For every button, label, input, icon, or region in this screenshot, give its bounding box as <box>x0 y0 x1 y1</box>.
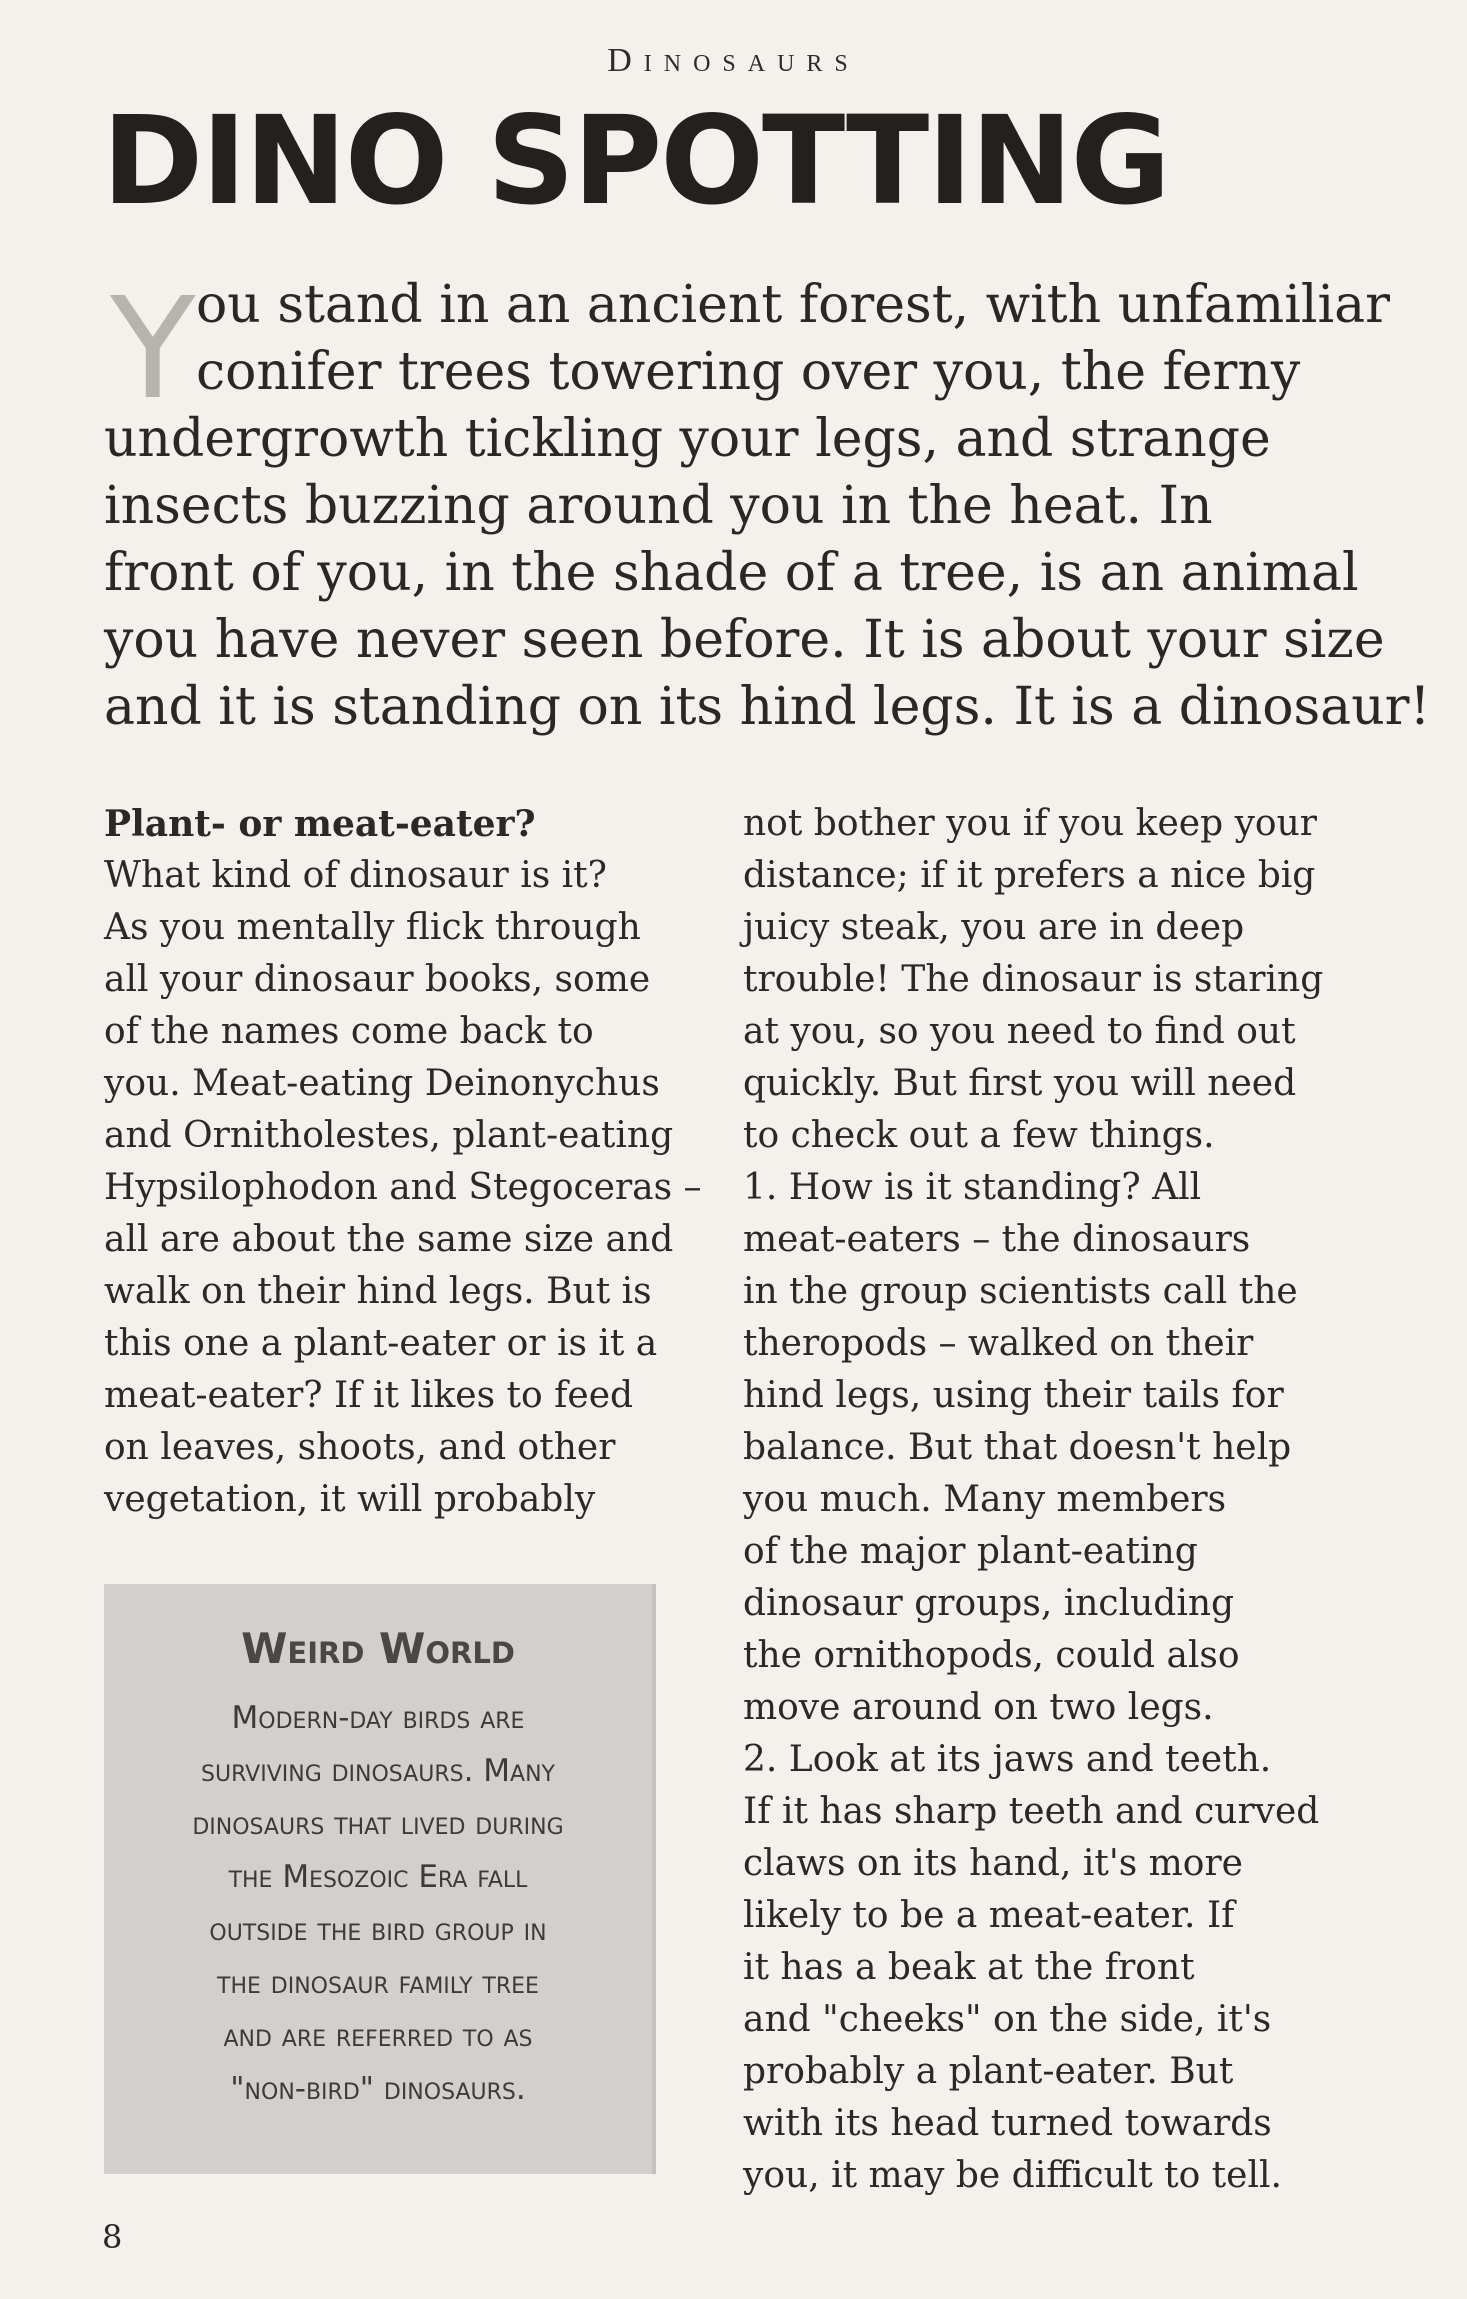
sidebar-line: the dinosaur family tree <box>217 1965 539 2001</box>
page-title: DINO SPOTTING <box>102 90 1169 232</box>
page-number: 8 <box>102 2218 123 2256</box>
drop-cap: Y <box>110 268 196 431</box>
body-line: it has a beak at the front <box>743 1947 1195 1988</box>
body-line: likely to be a meat-eater. If <box>743 1895 1235 1936</box>
body-line: you. Meat-eating Deinonychus <box>104 1063 660 1104</box>
body-line: As you mentally flick through <box>104 907 641 948</box>
body-line: you much. Many members <box>743 1479 1227 1520</box>
sidebar-line: dinosaurs that lived during <box>192 1806 564 1842</box>
running-head: Dinosaurs <box>607 42 860 79</box>
body-line: to check out a few things. <box>743 1115 1215 1156</box>
intro-line: conifer trees towering over you, the ferny <box>196 342 1301 402</box>
body-line: and Ornitholestes, plant-eating <box>104 1115 674 1156</box>
body-line: distance; if it prefers a nice big <box>743 855 1316 896</box>
body-line: on leaves, shoots, and other <box>104 1427 616 1468</box>
intro-line: and it is standing on its hind legs. It is a dinosaur! <box>104 677 1431 737</box>
sidebar-title: Weird World <box>241 1624 515 1673</box>
body-line: dinosaur groups, including <box>743 1583 1235 1624</box>
body-line: hind legs, using their tails for <box>743 1375 1284 1416</box>
body-line: the ornithopods, could also <box>743 1635 1240 1676</box>
intro-line: ou stand in an ancient forest, with unfamiliar <box>196 275 1390 335</box>
body-line: of the names come back to <box>104 1011 594 1052</box>
body-line: at you, so you need to find out <box>743 1011 1296 1052</box>
body-line: 2. Look at its jaws and teeth. <box>743 1739 1272 1780</box>
body-line: What kind of dinosaur is it? <box>104 855 607 896</box>
body-line: probably a plant-eater. But <box>743 2051 1234 2092</box>
body-line: meat-eaters – the dinosaurs <box>743 1219 1251 1260</box>
sidebar-line: and are referred to as <box>223 2018 533 2054</box>
body-line: theropods – walked on their <box>743 1323 1254 1364</box>
body-line: If it has sharp teeth and curved <box>743 1791 1320 1832</box>
section-subhead: Plant- or meat-eater? <box>104 803 536 845</box>
sidebar-line: outside the bird group in <box>209 1912 547 1948</box>
body-line: all are about the same size and <box>104 1219 674 1260</box>
body-line: all your dinosaur books, some <box>104 959 651 1000</box>
body-line: this one a plant-eater or is it a <box>104 1323 658 1364</box>
left-column <box>104 798 702 1526</box>
body-line: vegetation, it will probably <box>104 1479 596 1520</box>
sidebar-line: "non-bird" dinosaurs. <box>230 2071 526 2107</box>
body-line: balance. But that doesn't help <box>743 1427 1292 1468</box>
intro-paragraph <box>104 268 1431 741</box>
sidebar-line: the Mesozoic Era fall <box>228 1859 528 1895</box>
body-line: juicy steak, you are in deep <box>743 907 1245 948</box>
intro-line: undergrowth tickling your legs, and strange <box>104 409 1271 469</box>
body-line: not bother you if you keep your <box>743 803 1317 844</box>
sidebar-line: Modern-day birds are <box>231 1700 525 1736</box>
right-column <box>743 798 1363 2202</box>
body-line: you, it may be difficult to tell. <box>743 2155 1282 2196</box>
body-line: in the group scientists call the <box>743 1271 1298 1312</box>
body-line: Hypsilophodon and Stegoceras – <box>104 1167 702 1208</box>
body-line: walk on their hind legs. But is <box>104 1271 652 1312</box>
body-line: move around on two legs. <box>743 1687 1214 1728</box>
body-line: quickly. But first you will need <box>743 1063 1297 1104</box>
intro-line: insects buzzing around you in the heat. In <box>104 476 1213 536</box>
body-line: with its head turned towards <box>743 2103 1272 2144</box>
body-line: trouble! The dinosaur is staring <box>743 959 1324 1000</box>
body-line: 1. How is it standing? All <box>743 1167 1202 1208</box>
body-line: claws on its hand, it's more <box>743 1843 1243 1884</box>
weird-world-sidebar <box>104 1584 656 2174</box>
body-line: meat-eater? If it likes to feed <box>104 1375 634 1416</box>
sidebar-line: surviving dinosaurs. Many <box>201 1753 555 1789</box>
intro-line: front of you, in the shade of a tree, is an animal <box>104 543 1359 603</box>
body-line: of the major plant-eating <box>743 1531 1198 1572</box>
intro-line: you have never seen before. It is about your size <box>104 610 1385 670</box>
sidebar-body <box>104 1692 652 2116</box>
body-line: and "cheeks" on the side, it's <box>743 1999 1272 2040</box>
